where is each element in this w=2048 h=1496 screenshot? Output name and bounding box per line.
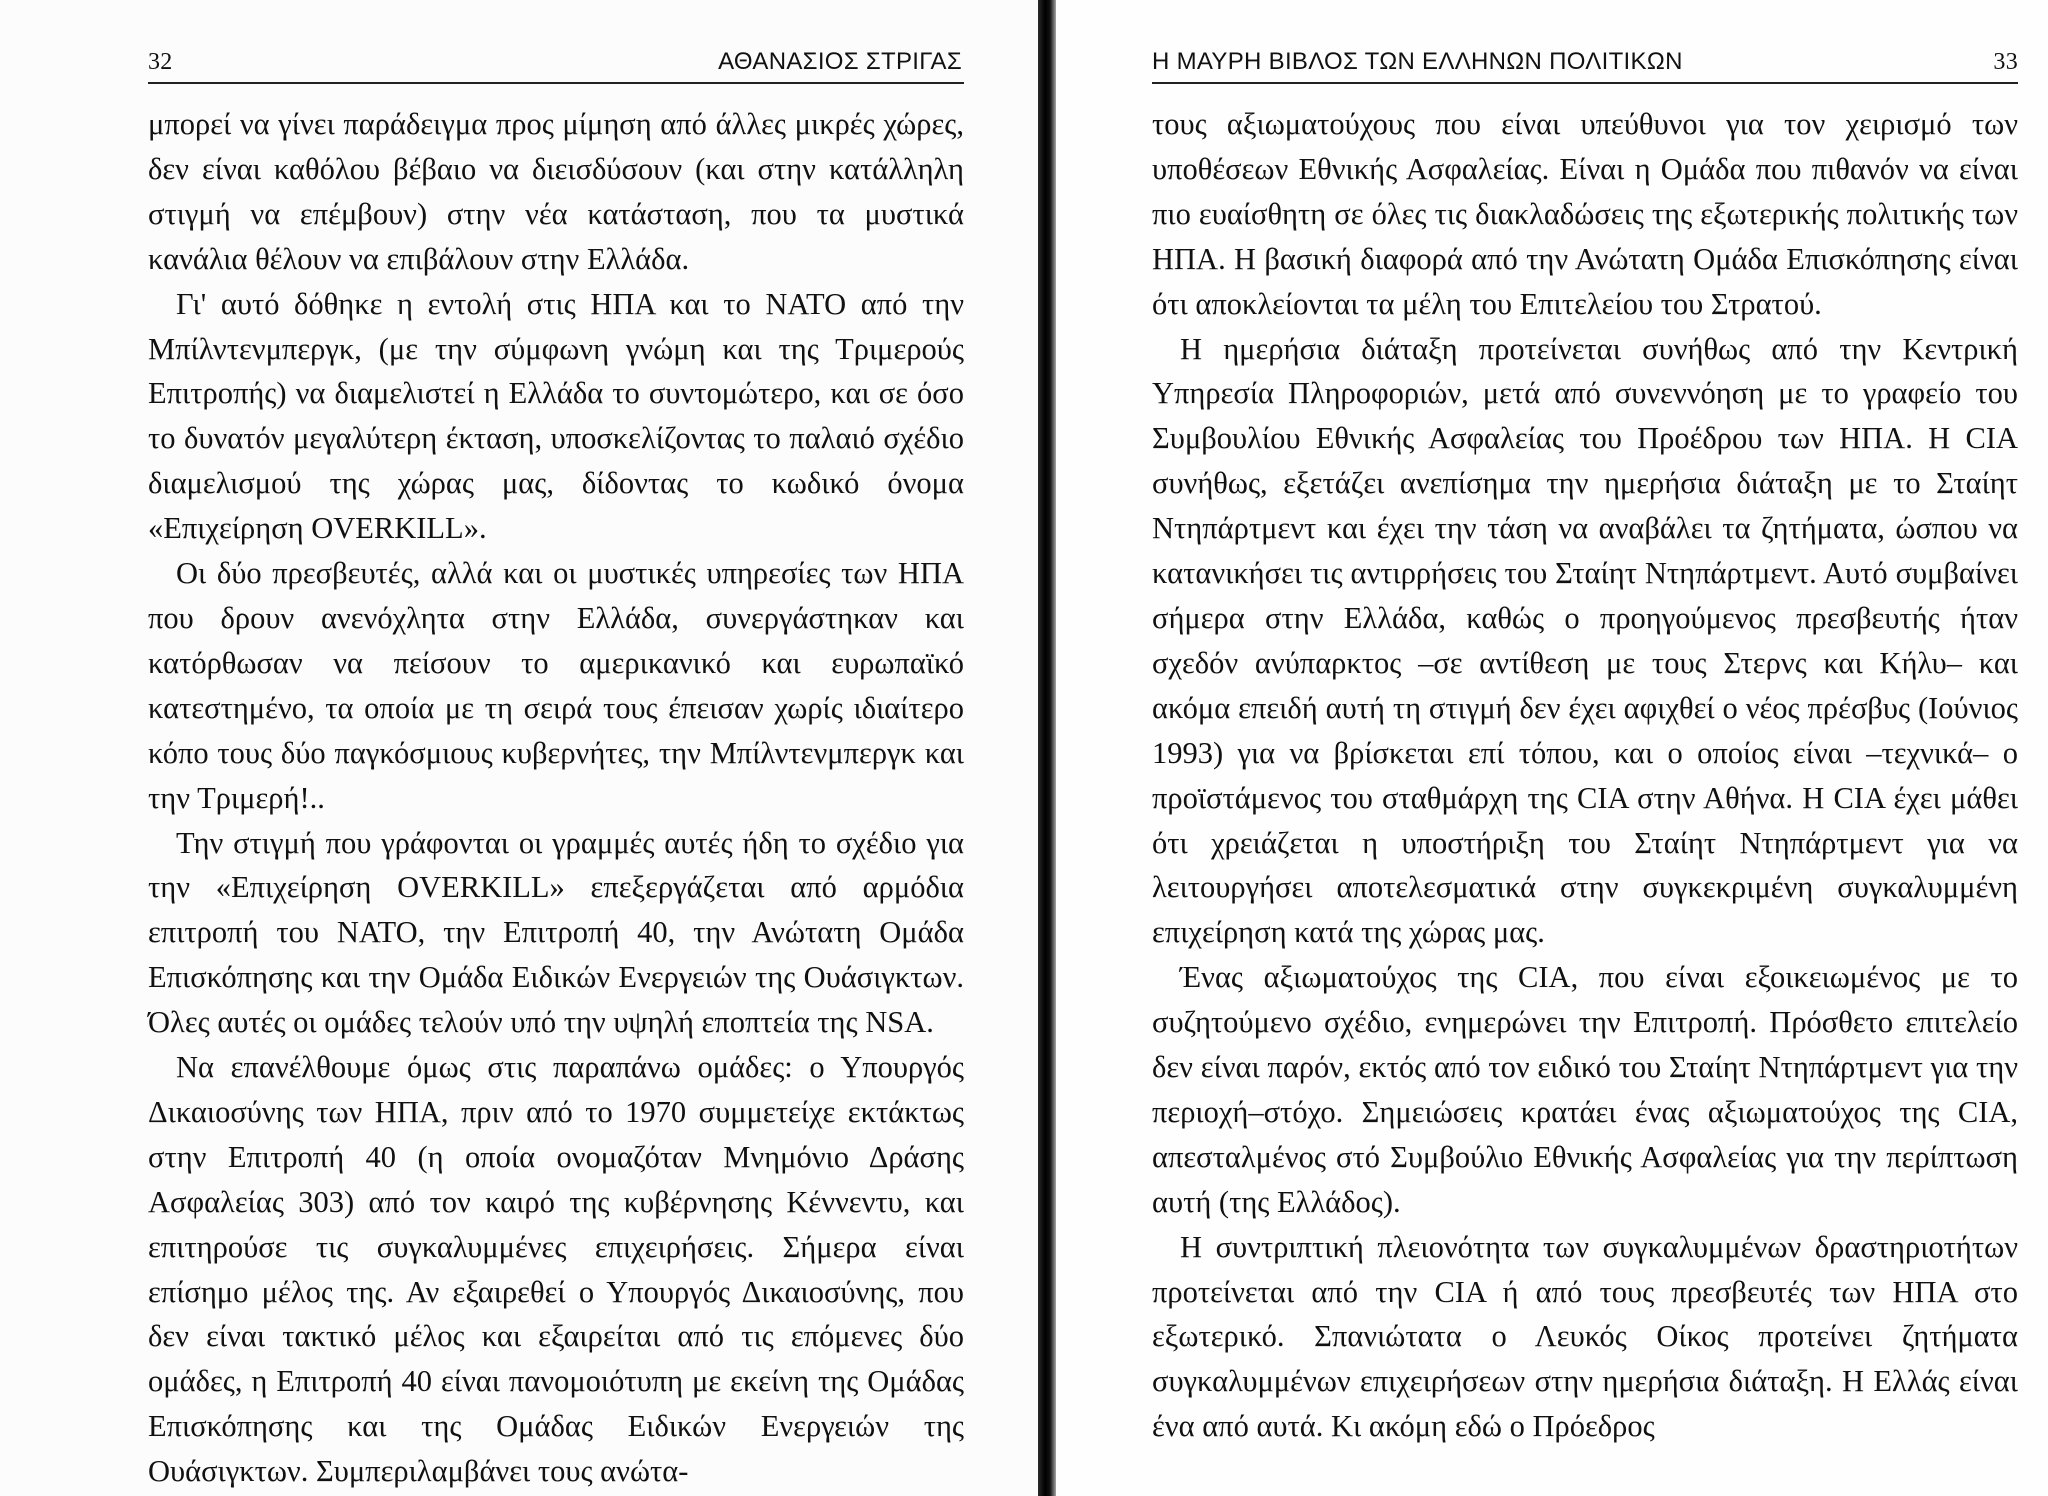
paragraph: τους αξιωματούχους που είναι υπεύθυνοι για τον χειρισμό των υποθέσεων Εθνικής Ασφαλείας. Είναι η Ομάδα που πιθανόν να είναι πιο ευαίσθητη σε όλες τις διακλαδώσεις της εξωτερικής πολιτικής των ΗΠΑ. Η βασική διαφορά από την Ανώτατη Ομάδα Επισκόπησης είναι ότι αποκλείονται τα μέλη του Επιτελείου του Στρατού. [1152,107,2018,321]
paragraph: Γι' αυτό δόθηκε η εντολή στις ΗΠΑ και το ΝΑΤΟ από την Μπίλντενμπεργκ, (με την σύμφωνη γνώμη και της Τριμερούς Επιτροπής) να διαμελιστεί η Ελλάδα το συντομώτερο, και σε όσο το δυνατόν μεγαλύτερη έκταση, υποσκελίζοντας το παλαιό σχέδιο διαμελισμού της χώρας μας, δίδοντας το κωδικό όνομα «Επιχείρηση OVERKILL». [148,286,964,546]
paragraph: Την στιγμή που γράφονται οι γραμμές αυτές ήδη το σχέδιο για την «Επιχείρηση OVERKILL» επεξεργάζεται από αρμόδια επιτροπή του ΝΑΤΟ, την Επιτροπή 40, την Ανώτατη Ομάδα Επισκόπησης και την Ομάδα Ειδικών Ενεργειών της Ουάσιγκτων. Όλες αυτές οι ομάδες τελούν υπό την υψηλή εποπτεία της NSA. [148,825,964,1040]
paragraph: Η συντριπτική πλειονότητα των συγκαλυμμένων δραστηριοτήτων προτείνεται από την CIA ή από τους πρεσβευτές των ΗΠΑ στο εξωτερικό. Σπανιώτατα ο Λευκός Οίκος προτείνει ζητήματα συγκαλυμμένων επιχειρήσεων στην ημερήσια διάταξη. Η Ελλάς είναι ένα από αυτά. Κι ακόμη εδώ ο Πρόεδρος [1152,1229,2018,1444]
running-head-left: ΑΘΑΝΑΣΙΟΣ ΣΤΡΙΓΑΣ [718,48,962,75]
paragraph: Οι δύο πρεσβευτές, αλλά και οι μυστικές υπηρεσίες των ΗΠΑ που δρουν ανενόχλητα στην Ελλάδα, συνεργάστηκαν και κατόρθωσαν να πείσουν το αμερικανικό και ευρωπαϊκό κατεστημένο, τα οποία με τη σειρά τους έπεισαν χωρίς ιδιαίτερο κόπο τους δύο παγκόσμιους κυβερνήτες, την Μπίλντενμπεργκ και την Τριμερή!.. [148,556,964,815]
right-page-header [1152,42,2018,84]
paragraph: Η ημερήσια διάταξη προτείνεται συνήθως από την Κεντρική Υπηρεσία Πληροφοριών, μετά από συνεννόηση με το γραφείο του Συμβουλίου Εθνικής Ασφαλείας του Προέδρου των ΗΠΑ. Η CIA συνήθως, εξετάζει ανεπίσημα την ημερήσια διάταξη με το Σταίητ Ντηπάρτμεντ και έχει την τάση να αναβάλει τα ζητήματα, ώσπου να κατανικήσει τις αντιρρήσεις του Σταίητ Ντηπάρτμεντ. Αυτό συμβαίνει σήμερα στην Ελλάδα, καθώς ο προηγούμενος πρεσβευτής ήταν σχεδόν ανύπαρκτος –σε αντίθεση με τους Στερνς και Κήλυ– και ακόμα επειδή αυτή τη στιγμή δεν έχει αφιχθεί ο νέος πρέσβυς (Ιούνιος 1993) για να βρίσκεται επί τόπου, και ο οποίος είναι –τεχνικά– ο προϊστάμενος του σταθμάρχη της CIA στην Αθήνα. Η CIA έχει μάθει ότι χρειάζεται η υποστήριξη του Σταίητ Ντηπάρτμεντ για να λειτουργήσει αποτελεσματικά στην συγκεκριμένη συγκαλυμμένη επιχείρηση κατά της χώρας μας. [1152,331,2018,950]
page-number-right: 33 [1993,49,2018,75]
paragraph: Να επανέλθουμε όμως στις παραπάνω ομάδες: ο Υπουργός Δικαιοσύνης των ΗΠΑ, πριν από το 1970 συμμετείχε εκτάκτως στην Επιτροπή 40 (η οποία ονομαζόταν Μνημόνιο Δράσης Ασφαλείας 303) από τον καιρό της κυβέρνησης Κέννεντυ, και επιτηρούσε τις συγκαλυμμένες επιχειρήσεις. Σήμερα είναι επίσημο μέλος της. Αν εξαιρεθεί ο Υπουργός Δικαιοσύνης, που δεν είναι τακτικό μέλος και εξαιρείται από τις επόμενες δύο ομάδες, η Επιτροπή 40 είναι πανομοιότυπη με εκείνη της Ομάδας Επισκόπησης και της Ομάδας Ειδικών Ενεργειών της Ουάσιγκτων. Συμπεριλαμβάνει τους ανώτα- [148,1050,964,1489]
paragraph: μπορεί να γίνει παράδειγμα προς μίμηση από άλλες μικρές χώρες, δεν είναι καθόλου βέβαιο να διεισδύσουν (και στην κατάλληλη στιγμή να επέμβουν) στην νέα κατάσταση, που τα μυστικά κανάλια θέλουν να επιβάλουν στην Ελλάδα. [148,107,964,276]
left-page-body [148,102,964,1494]
paragraph: Ένας αξιωματούχος της CIA, που είναι εξοικειωμένος με το συζητούμενο σχέδιο, ενημερώνει την Επιτροπή. Πρόσθετο επιτελείο δεν είναι παρόν, εκτός από τον ειδικό του Σταίητ Ντηπάρτμεντ για την περιοχή–στόχο. Σημειώσεις κρατάει ένας αξιωματούχος της CIA, απεσταλμένος στό Συμβούλιο Εθνικής Ασφαλείας για την περίπτωση αυτή (της Ελλάδος). [1152,960,2018,1219]
left-page-header [148,42,964,84]
book-gutter [1038,0,1058,1496]
right-page [1056,0,2048,1496]
page-number-left: 32 [148,49,173,75]
running-head-right: Η ΜΑΥΡΗ ΒΙΒΛΟΣ ΤΩΝ ΕΛΛΗΝΩΝ ΠΟΛΙΤΙΚΩΝ [1152,48,1683,75]
right-page-body [1152,102,2018,1449]
